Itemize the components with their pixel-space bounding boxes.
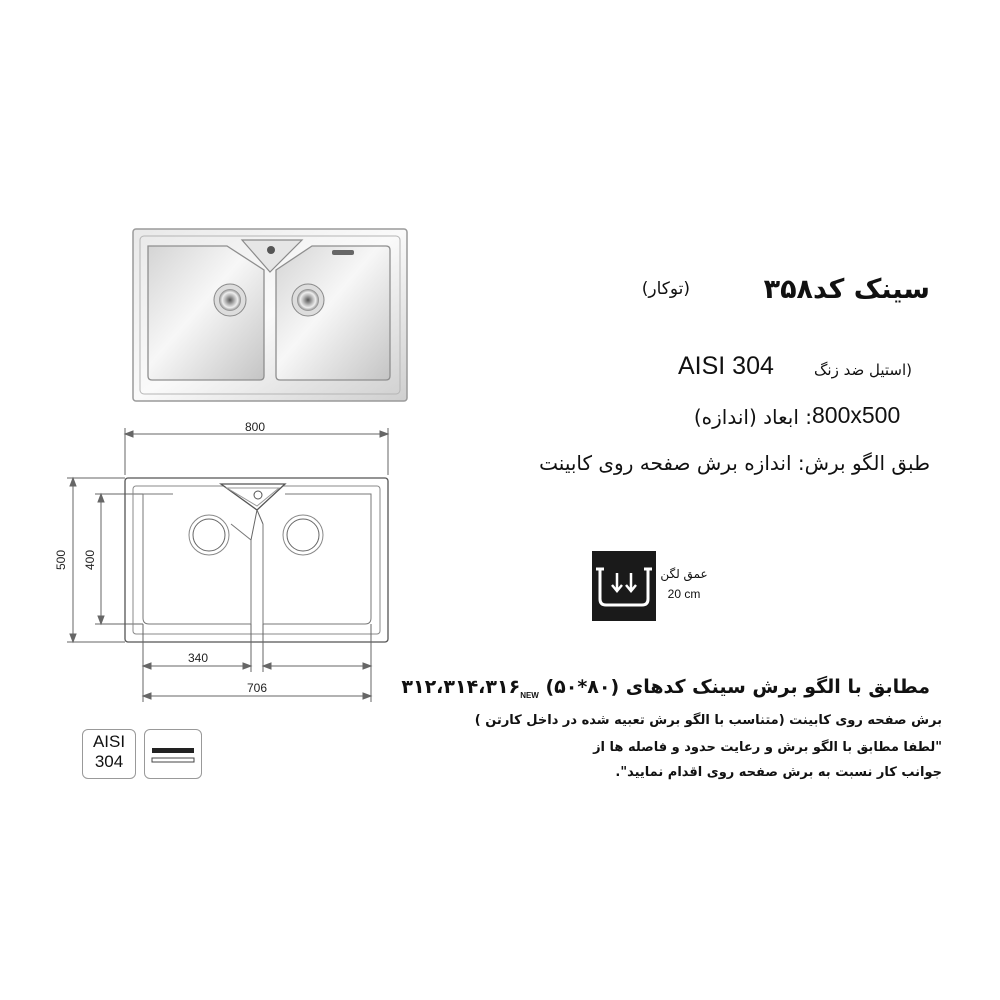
aisi-line-2: 304 bbox=[94, 752, 124, 771]
cut-note: برش صفحه روی کابینت (متناسب با الگو برش تعبیه شده در داخل کارتن ) bbox=[474, 713, 942, 728]
dimensions-label: : ابعاد (اندازه) bbox=[693, 405, 812, 429]
dim-height-label: 500 bbox=[55, 549, 68, 571]
dim-bowl-width-label: 340 bbox=[187, 651, 209, 665]
steel-thickness-icon bbox=[144, 729, 202, 779]
size-tag: (۵۰*۸۰) bbox=[545, 676, 620, 698]
aisi-line-1: AISI bbox=[92, 732, 126, 751]
dimensions-value: 800x500 bbox=[812, 402, 901, 428]
mount-type: (توکار) bbox=[641, 279, 690, 299]
dim-inner-width-label: 706 bbox=[246, 681, 268, 695]
warning-line-2: جوانب کار نسبت به برش صفحه روی اقدام نمایید". bbox=[615, 765, 942, 780]
bowl-depth-icon bbox=[592, 551, 656, 621]
cut-pattern: طبق الگو برش: اندازه برش صفحه روی کابینت bbox=[539, 451, 930, 475]
technical-drawing bbox=[55, 420, 390, 710]
depth-label: عمق لگن bbox=[660, 567, 708, 581]
material-grade: AISI 304 bbox=[678, 352, 774, 380]
aisi-badge bbox=[82, 729, 136, 779]
match-note bbox=[401, 676, 930, 700]
match-line: مطابق با الگو برش سینک کدهای ۳۱۲،۳۱۴،۳۱۶ bbox=[401, 676, 930, 698]
warning-line-1: "لطفا مطابق با الگو برش و رعایت حدود و فاصله ها از bbox=[593, 740, 942, 755]
product-title: سینک کد۳۵۸ bbox=[763, 274, 930, 305]
depth-badge bbox=[592, 551, 722, 621]
new-tag: NEW bbox=[520, 690, 539, 700]
sink-photo bbox=[132, 228, 408, 402]
depth-value: 20 cm bbox=[667, 587, 701, 601]
dim-width-label: 800 bbox=[244, 420, 266, 434]
dim-inner-height-label: 400 bbox=[83, 549, 97, 571]
material-name: (استیل ضد زنگ bbox=[814, 361, 912, 379]
